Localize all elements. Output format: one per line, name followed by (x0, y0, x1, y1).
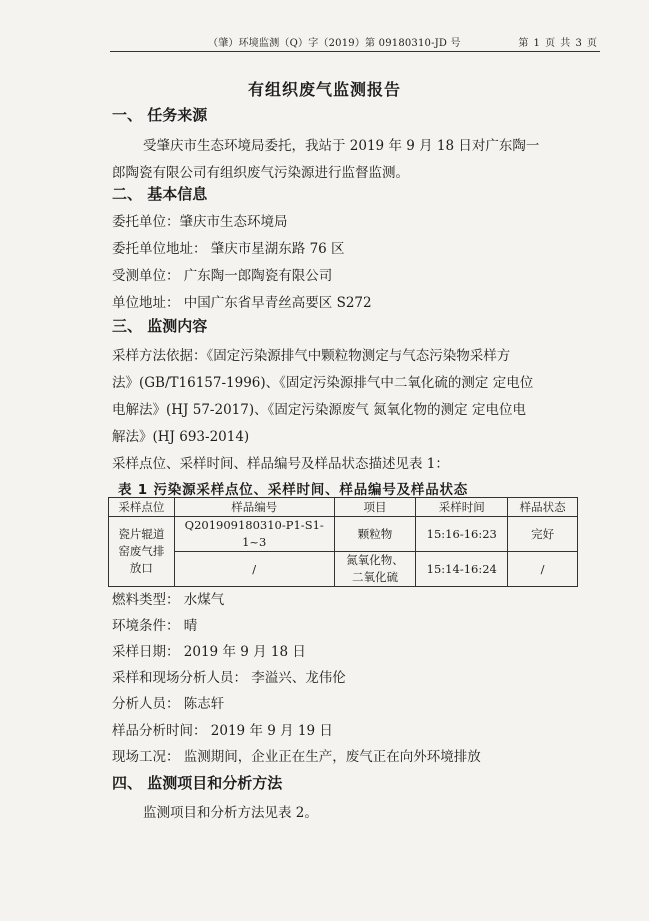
client-unit: 委托单位：肇庆市生态环境局 (112, 214, 288, 230)
table-1-caption: 表 1 污染源采样点位、采样时间、样品编号及样品状态 (118, 482, 469, 498)
header-point: 采样点位 (109, 498, 175, 517)
table-reference: 采样点位、采样时间、样品编号及样品状态描述见表 1： (112, 456, 449, 472)
task-source-line-1: 受肇庆市生态环境局委托，我站于 2019 年 9 月 18 日对广东陶一 (143, 138, 540, 154)
time-cell: 15:16-16:23 (416, 517, 508, 552)
unit-address: 单位地址： 中国广东省早青丝高要区 S272 (112, 295, 372, 311)
monitored-unit: 受测单位： 广东陶一郎陶瓷有限公司 (112, 268, 333, 284)
header-item: 项目 (334, 498, 416, 517)
header-status: 样品状态 (508, 498, 578, 517)
header-time: 采样时间 (416, 498, 508, 517)
status-cell: 完好 (508, 517, 578, 552)
point-line-3: 放口 (129, 561, 153, 575)
sampling-date: 采样日期： 2019 年 9 月 18 日 (112, 644, 306, 660)
sampling-basis-line-2: 法》(GB/T16157-1996)、《固定污染源排气中二氧化硫的测定 定电位 (112, 375, 534, 391)
sampling-personnel: 采样和现场分析人员： 李溢兴、龙伟伦 (112, 670, 346, 686)
section-items-methods-heading: 四、 监测项目和分析方法 (112, 774, 283, 792)
table-row (109, 552, 578, 587)
sample-no-cell: Q201909180310-P1-S1-1~3 (174, 517, 334, 552)
task-source-line-2: 郎陶瓷有限公司有组织废气污染源进行监督监测。 (112, 165, 409, 181)
section-basic-info-heading: 二、 基本信息 (112, 185, 208, 203)
point-line-2: 窑废气排 (118, 544, 165, 558)
environment-condition: 环境条件： 晴 (112, 618, 198, 634)
section-task-source-heading: 一、 任务来源 (112, 106, 208, 124)
analysis-time: 样品分析时间： 2019 年 9 月 19 日 (112, 723, 333, 739)
section-monitoring-content-heading: 三、 监测内容 (112, 317, 208, 335)
client-address: 委托单位地址： 肇庆市星湖东路 76 区 (112, 241, 345, 257)
header-divider (110, 51, 600, 52)
site-condition: 现场工况： 监测期间，企业正在生产，废气正在向外环境排放 (112, 749, 481, 765)
status-cell: / (508, 552, 578, 587)
report-title: 有组织废气监测报告 (247, 80, 401, 99)
table-header-row (109, 498, 578, 517)
table-row (109, 517, 578, 552)
analyst: 分析人员： 陈志轩 (112, 696, 225, 712)
sample-no-cell: / (174, 552, 334, 587)
item-line-1: 氮氧化物、 (346, 553, 404, 567)
page-header (110, 34, 600, 50)
fuel-type: 燃料类型： 水煤气 (112, 592, 225, 608)
item-line-2: 二氧化硫 (351, 570, 398, 584)
page-number: 第 1 页 共 3 页 (518, 38, 598, 49)
header-sample-no: 样品编号 (174, 498, 334, 517)
item-cell: 颗粒物 (334, 517, 416, 552)
sampling-point-cell (109, 517, 175, 587)
sampling-basis-line-4: 解法》(HJ 693-2014) (112, 429, 250, 445)
items-methods-text: 监测项目和分析方法见表 2。 (143, 805, 318, 821)
sampling-table (108, 497, 578, 587)
point-line-1: 瓷片辊道 (118, 527, 165, 541)
sampling-basis-line-3: 电解法》(HJ 57-2017)、《固定污染源废气 氮氧化物的测定 定电位电 (112, 402, 526, 418)
time-cell: 15:14-16:24 (416, 552, 508, 587)
sampling-basis-line-1: 采样方法依据：《固定污染源排气中颗粒物测定与气态污染物采样方 (112, 348, 511, 364)
seal-stamp-mark (612, 385, 649, 495)
report-code: （肇）环境监测（Q）字（2019）第 09180310-JD 号 (208, 38, 461, 49)
item-cell (334, 552, 416, 587)
